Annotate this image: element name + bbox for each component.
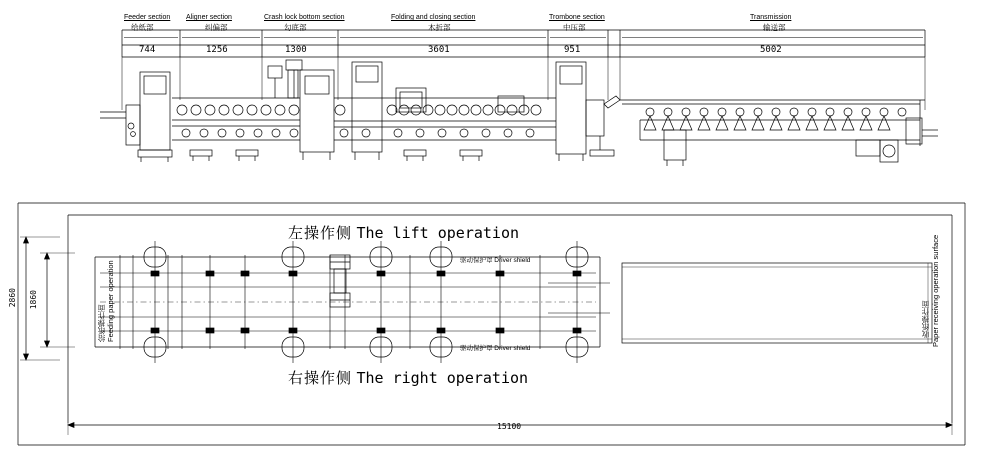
section-value-2: 1300 — [285, 45, 307, 55]
dimension-2860: 2860 — [8, 288, 17, 308]
plan-top-operation-cn: 左操作侧 — [288, 224, 353, 242]
section-value-0: 744 — [139, 45, 156, 55]
driver-shield-label-lower: 驱动保护罩 Driver shield — [460, 345, 531, 352]
section-value-1: 1256 — [206, 45, 228, 55]
section-label-cn-2: 勾底部 — [284, 23, 307, 32]
section-label-en-0: Feeder section — [124, 14, 171, 21]
paper-receiving-operation-cn: 收纸操作面 — [921, 300, 930, 338]
section-label-cn-3: 木折部 — [428, 23, 451, 32]
driver-shield-label-upper: 驱动保护罩 Driver shield — [460, 257, 531, 264]
section-label-en-4: Trombone section — [549, 14, 605, 21]
section-value-3: 3601 — [428, 45, 450, 55]
section-label-en-2: Crash lock bottom section — [264, 14, 345, 21]
section-value-4: 951 — [564, 45, 581, 55]
paper-receiving-operation-en: Paper receiving operation surface — [931, 234, 940, 347]
section-label-cn-4: 中压部 — [563, 23, 586, 32]
section-label-cn-5: 输送部 — [763, 23, 786, 32]
dimension-1860: 1860 — [29, 290, 38, 310]
plan-bottom-operation-cn: 右操作侧 — [288, 369, 353, 387]
plan-top-operation-en: The lift operation — [356, 224, 520, 242]
section-label-en-5: Transmission — [750, 14, 792, 21]
section-label-en-3: Folding and closing section — [391, 14, 476, 21]
section-value-5: 5002 — [760, 45, 782, 55]
dimension-15100: 15100 — [497, 422, 522, 431]
feeding-paper-operation-en: Feeding paper operation — [106, 260, 115, 342]
section-label-en-1: Aligner section — [186, 14, 232, 21]
section-label-cn-0: 给纸部 — [131, 23, 154, 32]
section-label-cn-1: 纠偏部 — [205, 23, 228, 32]
feeding-paper-operation-cn: 给纸操作面 — [97, 304, 106, 342]
plan-bottom-operation-label — [288, 367, 528, 388]
plan-bottom-operation-en: The right operation — [356, 369, 529, 387]
plan-top-operation-label — [288, 222, 519, 243]
